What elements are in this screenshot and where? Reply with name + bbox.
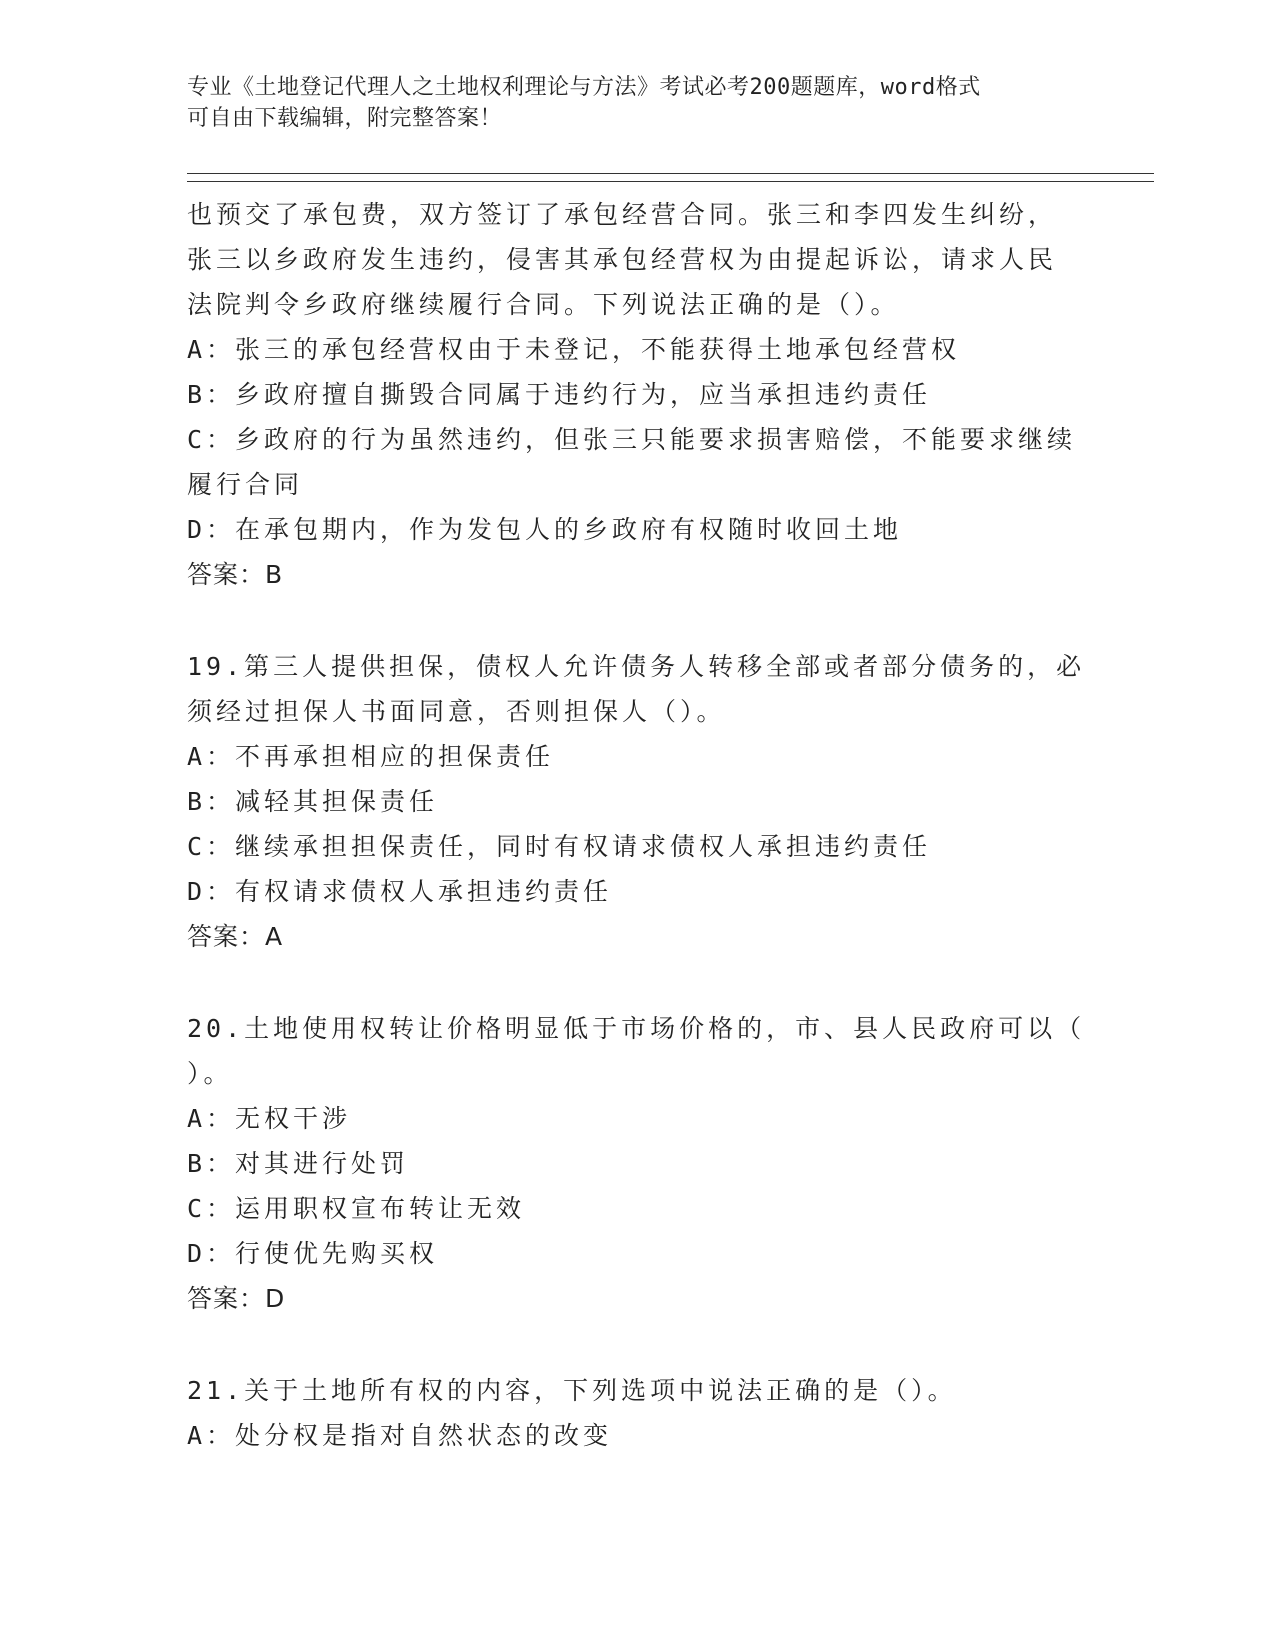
header-rule-top <box>187 173 1154 174</box>
question-text-line: 21.关于土地所有权的内容，下列选项中说法正确的是（）。 <box>187 1376 957 1405</box>
question-18 <box>187 192 1087 597</box>
answer-label: 答案：B <box>187 560 284 589</box>
option-d: D：有权请求债权人承担违约责任 <box>187 877 613 906</box>
spacer <box>187 1321 1087 1368</box>
option-a: A：处分权是指对自然状态的改变 <box>187 1421 613 1450</box>
question-text-line: 20.土地使用权转让价格明显低于市场价格的，市、县人民政府可以（ <box>187 1014 1086 1043</box>
spacer <box>187 959 1087 1006</box>
question-text-line: 张三以乡政府发生违约，侵害其承包经营权为由提起诉讼，请求人民 <box>187 245 1058 274</box>
question-list <box>187 192 1087 1458</box>
option-c: C：乡政府的行为虽然违约，但张三只能要求损害赔偿，不能要求继续 <box>187 425 1077 454</box>
option-a: A：无权干涉 <box>187 1104 352 1133</box>
option-d: D：行使优先购买权 <box>187 1239 439 1268</box>
header-line-1: 专业《土地登记代理人之土地权利理论与方法》考试必考200题题库，word格式 <box>187 75 981 100</box>
question-text-line: 法院判令乡政府继续履行合同。下列说法正确的是（）。 <box>187 290 900 319</box>
answer-label: 答案：D <box>187 1284 286 1313</box>
option-c: C：运用职权宣布转让无效 <box>187 1194 526 1223</box>
option-c: C：继续承担担保责任，同时有权请求债权人承担违约责任 <box>187 832 932 861</box>
answer-label: 答案：A <box>187 922 284 951</box>
question-text-line: ）。 <box>187 1059 233 1088</box>
option-b: B：减轻其担保责任 <box>187 787 439 816</box>
question-19 <box>187 644 1087 959</box>
option-a: A：张三的承包经营权由于未登记，不能获得土地承包经营权 <box>187 335 961 364</box>
option-b: B：对其进行处罚 <box>187 1149 410 1178</box>
question-text-line: 19.第三人提供担保，债权人允许债务人转移全部或者部分债务的，必 <box>187 652 1086 681</box>
option-a: A：不再承担相应的担保责任 <box>187 742 555 771</box>
question-text-line: 也预交了承包费，双方签订了承包经营合同。张三和李四发生纠纷， <box>187 200 1058 229</box>
option-b: B：乡政府擅自撕毁合同属于违约行为，应当承担违约责任 <box>187 380 932 409</box>
question-text-line: 须经过担保人书面同意，否则担保人（）。 <box>187 697 726 726</box>
option-c-continued: 履行合同 <box>187 470 304 499</box>
spacer <box>187 597 1087 644</box>
question-21 <box>187 1368 1087 1458</box>
option-d: D：在承包期内，作为发包人的乡政府有权随时收回土地 <box>187 515 903 544</box>
header-rule-bottom <box>187 181 1154 182</box>
question-20 <box>187 1006 1087 1321</box>
document-header <box>187 72 1087 134</box>
header-line-2: 可自由下载编辑，附完整答案！ <box>187 106 503 131</box>
